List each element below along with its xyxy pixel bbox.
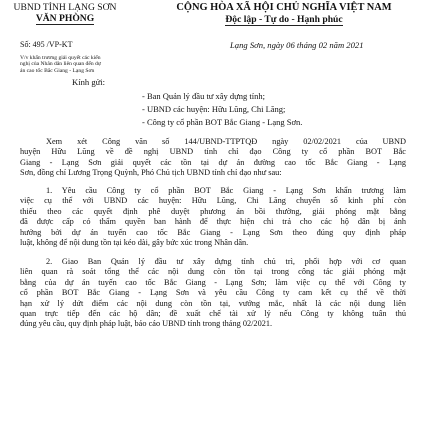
subject-line: nghị của Nhân dân liên quan đến dự <box>20 61 101 68</box>
recipients-heading: Kính gửi: <box>72 77 106 87</box>
document-date: Lạng Sơn, ngày 06 tháng 02 năm 2021 <box>230 40 364 50</box>
document-subject <box>20 55 128 74</box>
national-title-line: CỘNG HÒA XÃ HỘI CHỦ NGHĨA VIỆT NAM <box>176 2 392 13</box>
body-paragraph-intro <box>20 137 406 179</box>
paragraph-line: thiếu theo các quyết định phê duyệt phương án bồi thường, giải phóng mặt bằng <box>20 206 406 216</box>
paragraph-line: Giang - Lạng Sơn giải quyết các tồn tại dự án đường cao tốc Bắc Giang - Lạng <box>20 157 406 167</box>
paragraph-line: luật, không để nội dung tồn tại kéo dài, gây bức xúc trong Nhân dân. <box>20 238 249 248</box>
national-motto: Độc lập - Tự do - Hạnh phúc <box>225 13 343 25</box>
recipient-item: - Ban Quản lý đầu tư xây dựng tỉnh; <box>142 91 266 101</box>
paragraph-line: hạn xử lý dứt điểm các nội dung còn tồn tại, vướng mắc, nhất là các nội dung liên <box>20 298 406 308</box>
paragraph-line: Xem xét Công văn số 144/UBND-TTPTQĐ ngày 02/02/2021 của UBND <box>46 137 406 146</box>
subject-line: V/v khẩn trương giải quyết các kiến <box>20 55 101 61</box>
paragraph-line: đúng yêu cầu, quy định pháp luật, báo cáo UBND tỉnh trong tháng 02/2021. <box>20 319 273 329</box>
paragraph-line: 2. Giao Ban Quản lý đầu tư xây dựng tỉnh chủ trì, phối hợp với cơ quan <box>46 257 406 266</box>
paragraph-line: đã được cấp có thẩm quyền ban hành để thực hiện chi trả cho các hộ dân bị ảnh <box>20 217 406 227</box>
national-title <box>152 2 416 26</box>
recipient-item: - Công ty cổ phần BOT Bắc Giang - Lạng Sơn. <box>142 117 303 127</box>
body-paragraph-item-1 <box>20 186 406 248</box>
subject-line: án cao tốc Bắc Giang - Lạng Sơn <box>20 67 95 74</box>
paragraph-line: bằng của dự án tuyến cao tốc Bắc Giang - Lạng Sơn; làm việc cụ thể với Công ty <box>20 277 406 287</box>
issuing-agency <box>10 2 120 25</box>
paragraph-line: huyện Hữu Lũng về đề nghị UBND tỉnh chỉ đạo Công ty cổ phần BOT Bắc <box>20 147 406 157</box>
paragraph-line: Sơn, đồng chí Lương Trọng Quỳnh, Phó Chủ tịch UBND tỉnh chỉ đạo như sau: <box>20 168 282 178</box>
paragraph-line: việc cụ thể với UBND các huyện: Hữu Lũng, Chi Lăng chuyển số kinh phí còn <box>20 196 406 206</box>
issuing-agency-name: VĂN PHÒNG <box>35 13 95 24</box>
paragraph-line: quan trực tiếp đến các hộ dân; đề xuất chế tài xử lý nếu Công ty không tuân thủ <box>20 309 406 319</box>
body-paragraph-item-2 <box>20 257 406 330</box>
recipient-item: - UBND các huyện: Hữu Lũng, Chi Lăng; <box>142 104 286 114</box>
paragraph-line: cổ phần BOT Bắc Giang - Lạng Sơn và yêu cầu Công ty cam kết cụ thể về thời <box>20 288 406 298</box>
issuing-agency-parent: UBND TỈNH LẠNG SƠN <box>13 2 117 13</box>
document-number: Số: 495 /VP-KT <box>20 40 73 49</box>
paragraph-line: liên quan rà soát tổng thể các nội dung còn tồn tại trong công tác giải phóng mặt <box>20 267 406 277</box>
paragraph-line: 1. Yêu cầu Công ty cổ phần BOT Bắc Giang - Lạng Sơn khẩn trương làm <box>46 186 406 195</box>
paragraph-line: hưởng bởi dự án tuyến cao tốc Bắc Giang - Lạng Sơn theo đúng quy định pháp <box>20 227 406 237</box>
